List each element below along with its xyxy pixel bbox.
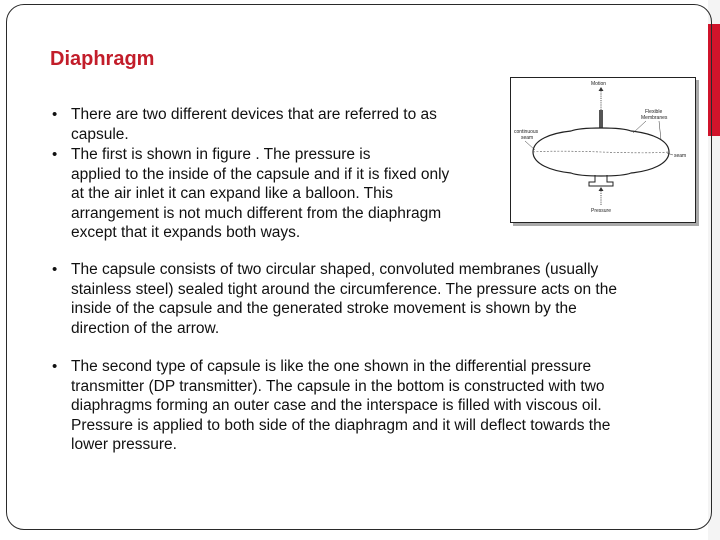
bullet-2 bbox=[52, 145, 450, 243]
seam-leader bbox=[525, 141, 535, 150]
bullet-line: inside of the capsule and the generated stroke movement is shown by the bbox=[71, 300, 577, 318]
bullet-3 bbox=[52, 260, 617, 338]
bullet-line: The capsule consists of two circular shaped, convoluted membranes (usually bbox=[71, 261, 599, 278]
bullet-line: applied to the inside of the capsule and if it is fixed only bbox=[71, 165, 450, 183]
pressure-arrowhead bbox=[599, 187, 604, 191]
figure-label-membranes: Membranes bbox=[641, 115, 668, 121]
bullet-dot: • bbox=[52, 358, 58, 375]
bullet-1 bbox=[52, 105, 437, 144]
membrane-leader bbox=[633, 121, 646, 133]
capsule-figure bbox=[510, 77, 696, 223]
bullet-4 bbox=[52, 357, 611, 455]
seam-leader bbox=[667, 153, 673, 155]
air-inlet bbox=[589, 175, 613, 186]
slide-title: Diaphragm bbox=[50, 48, 155, 70]
figure-label-flexible: Flexible bbox=[645, 109, 663, 115]
bullet-line: stainless steel) sealed tight around the circumference. The pressure acts on the bbox=[71, 280, 617, 298]
bullet-line: The second type of capsule is like the one shown in the differential pressure bbox=[71, 358, 592, 375]
bullet-dot: • bbox=[52, 261, 58, 278]
figure-label-continuous: continuous bbox=[514, 129, 539, 135]
bullet-line: There are two different devices that are referred to as bbox=[71, 106, 437, 123]
figure-label-pressure: Pressure bbox=[591, 208, 612, 214]
figure-label-motion: Motion bbox=[591, 81, 607, 87]
bullet-line: transmitter (DP transmitter). The capsule in the bottom is constructed with two bbox=[71, 377, 605, 395]
bullet-line: lower pressure. bbox=[71, 436, 177, 454]
capsule-seam bbox=[533, 151, 669, 153]
figure-label-seam-right: seam bbox=[674, 153, 687, 159]
capsule-diagram bbox=[511, 78, 695, 222]
bullet-line: diaphragms forming an outer case and the interspace is filled with viscous oil. bbox=[71, 397, 602, 415]
bullet-line: arrangement is not much different from the diaphragm bbox=[71, 204, 442, 222]
bullet-dot: • bbox=[52, 106, 58, 123]
bullet-line: at the air inlet it can expand like a balloon. This bbox=[71, 185, 393, 203]
bullet-line: except that it expands both ways. bbox=[71, 224, 301, 242]
bullet-dot: • bbox=[52, 146, 58, 163]
bullet-line: The first is shown in figure . The pressure is bbox=[71, 146, 371, 163]
bullet-line: direction of the arrow. bbox=[71, 319, 220, 337]
capsule-stem bbox=[599, 110, 603, 128]
figure-label-seam-left: seam bbox=[521, 135, 534, 141]
membrane-leader bbox=[659, 121, 661, 140]
bullet-line: capsule. bbox=[71, 125, 129, 143]
bullet-line: Pressure is applied to both side of the diaphragm and it will deflect towards the bbox=[71, 416, 611, 434]
motion-arrowhead bbox=[599, 87, 604, 91]
